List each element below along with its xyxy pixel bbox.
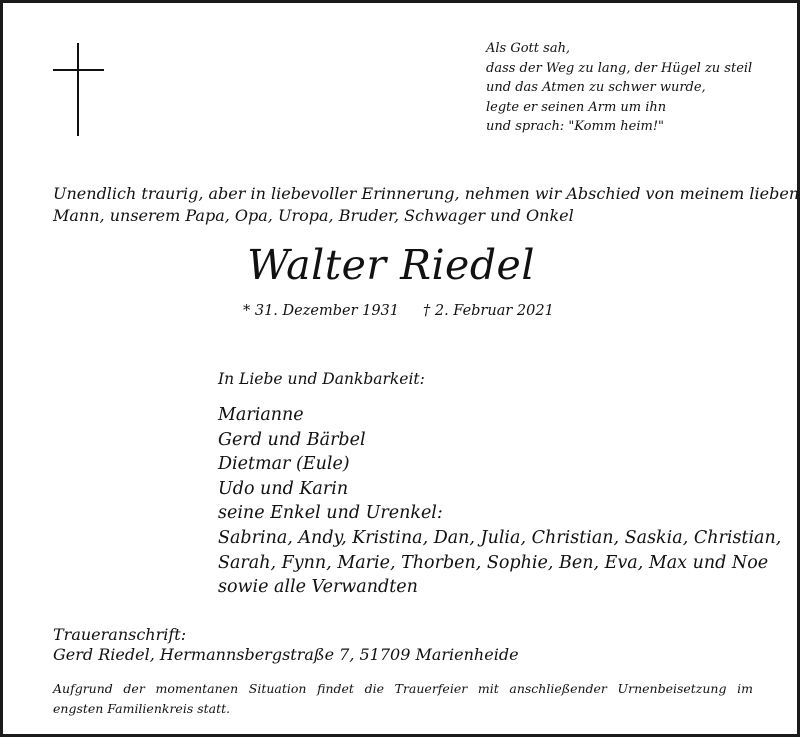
cross-icon [53,43,105,137]
poem-line: und das Atmen zu schwer wurde, [486,80,706,96]
poem [486,39,786,137]
address-label: Traueranschrift: [53,625,187,644]
ceremony-note [53,679,753,718]
mourner-line: seine Enkel und Urenkel: [218,503,443,524]
cross-horizontal-bar [53,69,104,71]
intro-line: Mann, unserem Papa, Opa, Uropa, Bruder, Schwager und Onkel [53,206,574,225]
mourner-line: Marianne [218,405,304,425]
mourner-line: Sarah, Fynn, Marie, Thorben, Sophie, Ben, Eva, Max und Noe [218,552,769,573]
address-text: Gerd Riedel, Hermannsbergstraße 7, 51709 Marienheide [53,645,519,664]
mourner-line: Dietmar (Eule) [218,454,350,475]
cross-vertical-bar [77,43,79,136]
mourner-line: Sabrina, Andy, Kristina, Dan, Julia, Christian, Saskia, Christian, [218,527,782,548]
mourner-line: Udo und Karin [218,478,349,499]
mourners-heading: In Liebe und Dankbarkeit: [218,370,425,388]
poem-line: legte er seinen Arm um ihn [486,99,667,115]
poem-line: und sprach: "Komm heim!" [486,119,665,135]
note-line: Aufgrund der momentanen Situation findet die Trauerfeier mit anschließender Urnenbeisetzung im [53,681,753,696]
intro-text [53,183,800,227]
mourner-line: Gerd und Bärbel [218,429,366,450]
death-date: † 2. Februar 2021 [423,303,554,319]
mourners-list [218,403,782,600]
poem-line: dass der Weg zu lang, der Hügel zu steil [486,60,753,76]
intro-line: Unendlich traurig, aber in liebevoller Erinnerung, nehmen wir Abschied von meinem lieben [53,184,800,203]
poem-line: Als Gott sah, [486,41,571,56]
mourner-line: sowie alle Verwandten [218,577,418,598]
birth-date: * 31. Dezember 1931 [243,303,400,319]
deceased-name: Walter Riedel [247,241,535,289]
note-line: engsten Familienkreis statt. [53,700,231,716]
